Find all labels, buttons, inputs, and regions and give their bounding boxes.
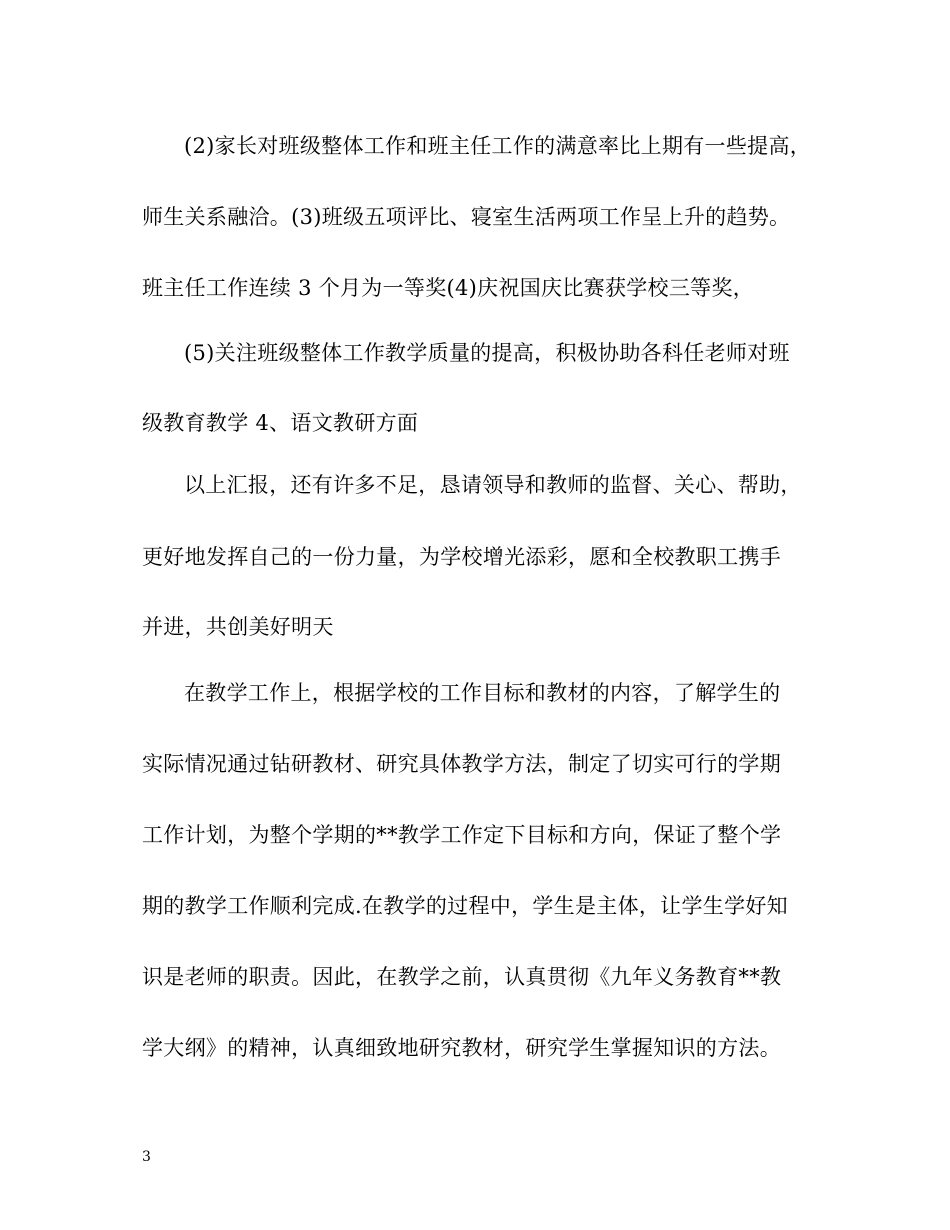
text-line: (2)家长对班级整体工作和班主任工作的满意率比上期有一些提高，: [184, 134, 812, 158]
text-line: 更好地发挥自己的一份力量，为学校增光添彩，愿和全校教职工携手: [142, 545, 781, 569]
text-line: 以上汇报，还有许多不足，恳请领导和教师的监督、关心、帮助，: [184, 473, 802, 497]
text-line: 级教育教学 4、语文教研方面: [142, 411, 419, 435]
text-line: 工作计划，为整个学期的**教学工作定下目标和方向，保证了整个学: [142, 823, 782, 847]
text-line: 期的教学工作顺利完成.在教学的过程中，学生是主体，让学生学好知: [142, 894, 788, 918]
text-line: 学大纲》的精神，认真细致地研究教材，研究学生掌握知识的方法。: [142, 1036, 781, 1060]
text-line: (5)关注班级整体工作教学质量的提高，积极协助各科任老师对班: [184, 341, 790, 365]
text-line: 识是老师的职责。因此，在教学之前，认真贯彻《九年义务教育**教: [142, 965, 782, 989]
text-line: 实际情况通过钻研教材、研究具体教学方法，制定了切实可行的学期: [142, 752, 781, 776]
text-line: 并进，共创美好明天: [142, 615, 334, 639]
text-line: 在教学工作上，根据学校的工作目标和教材的内容，了解学生的: [184, 681, 781, 705]
text-line: 班主任工作连续 3 个月为一等奖(4)庆祝国庆比赛获学校三等奖，: [142, 276, 755, 300]
page-number: 3: [142, 1149, 151, 1165]
text-line: 师生关系融洽。(3)班级五项评比、寝室生活两项工作呈上升的趋势。: [142, 205, 791, 229]
